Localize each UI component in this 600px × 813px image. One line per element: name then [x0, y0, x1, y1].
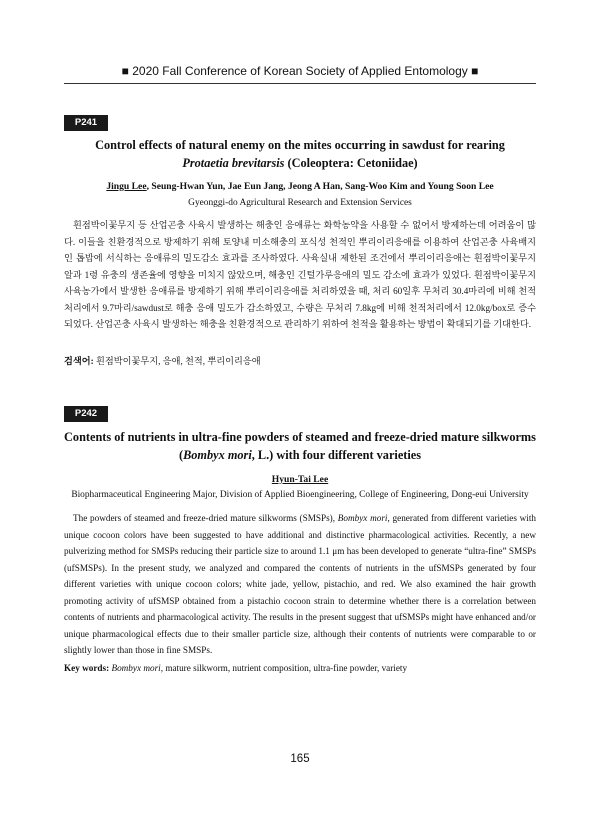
conference-header: ■ 2020 Fall Conference of Korean Society of Applied Entomology ■ [121, 64, 479, 78]
header-rule [64, 83, 536, 84]
keywords [64, 354, 536, 368]
presenting-author: Jingu Lee [106, 181, 147, 192]
keywords-label: 검색어: [64, 356, 94, 366]
author-list [64, 473, 536, 486]
species-name: Bombyx mori [109, 663, 161, 673]
title-line [64, 446, 536, 464]
species-name: Protaetia brevitarsis [182, 156, 285, 170]
title-line: Control effects of natural enemy on the mites occurring in sawdust for rearing [95, 138, 505, 152]
article-title [64, 136, 536, 172]
abstract-text: , generated from different varieties with unique cocoon colors have been suggested to have additional and distinctive pharmacological activities. Recently, a new pulverizing method for SMSPs reducing their particle size to around 1.1 μm has been developed to generate “ultra-fine” SMSPs (ufSMSPs). In the present study, we analyzed and compared the contents of nutrients in the ufSMSPs generated by four different varieties with unique cocoon colors; white jade, yellow, pistachio, and red. We also examined the hair growth promoting activity of ufSMSP obtained from a pistachio cocoon strain to determine whether there is a correlation between contents of nutrients and pharmacological activity. The results in the present suggest that ufSMSPs might have enhanced and/or unique pharmacological effects due to their smaller particle size, although their contents of nutrients were comparable to or slightly lower than those in fine SMSPs. [64, 513, 536, 655]
abstract: 흰점박이꽃무지 등 산업곤충 사육시 발생하는 해충인 응애류는 화학농약을 사용할 수 없어서 방제하는데 어려움이 많다. 이들을 친환경적으로 방제하기 위해 토양내 미소해충의 포식성 천적인 뿌리이리응애를 이용하여 산업곤충 사육배지인 톱밥에 서식하는 응애류의 밀도감소 효과를 조사하였다. 사육실내 제한된 조건에서 뿌리이리응애는 흰점박이꽃무지 알과 1령 유충의 생존율에 영향을 미치지 않았으며, 해충인 긴털가루응애의 밀도 감소에 효과가 있었다. 흰점박이꽃무지 사육농가에서 발생한 응애류를 방제하기 위해 뿌리이리응애를 처리하였을 때, 처리 60일후 무처리 30.4마리에 비해 천적처리에서 9.7마리/sawdust로 해충 응애 밀도가 감소하였고, 수량은 무처리 7.8kg에 비해 천적처리에서 12.0kg/box로 증수되었다. 산업곤충 사육시 발생하는 해충을 친환경적으로 관리하기 위하여 천적을 활용하는 방법이 확대되기를 기대한다. [64, 220, 536, 329]
abstract-text: The powders of steamed and freeze-dried mature silkworms (SMSPs), [73, 513, 338, 523]
co-authors: , Seung-Hwan Yun, Jae Eun Jang, Jeong A Han, Sang-Woo Kim and Young Soon Lee [146, 181, 494, 192]
title-rest: (Coleoptera: Cetoniidae) [284, 156, 418, 170]
keywords-list: , mature silkworm, nutrient composition, ultra-fine powder, variety [160, 663, 408, 673]
author-list [64, 180, 536, 193]
species-name: Bombyx mori [337, 513, 388, 523]
affiliation: Biopharmaceutical Engineering Major, Division of Applied Bioengineering, College of Engineering, Dong-eui University [71, 490, 529, 500]
keywords-label: Key words: [64, 663, 110, 673]
article-code-badge: P242 [64, 406, 108, 422]
presenting-author: Hyun-Tai Lee [271, 474, 329, 485]
title-prefix: ( [178, 448, 184, 462]
page-number: 165 [290, 753, 310, 765]
keywords-list: 흰점박이꽃무지, 응애, 천적, 뿌리이리응애 [93, 356, 261, 366]
title-line: Contents of nutrients in ultra-fine powders of steamed and freeze-dried mature silkworms [64, 430, 536, 444]
title-line [64, 154, 536, 172]
article-title [64, 428, 536, 464]
species-name: Bombyx mori [183, 448, 252, 462]
affiliation: Gyeonggi-do Agricultural Research and Extension Services [188, 198, 412, 208]
title-rest: , L.) with four different varieties [251, 448, 422, 462]
keywords [64, 661, 536, 675]
article-code-badge: P241 [64, 115, 108, 131]
abstract [64, 510, 536, 659]
